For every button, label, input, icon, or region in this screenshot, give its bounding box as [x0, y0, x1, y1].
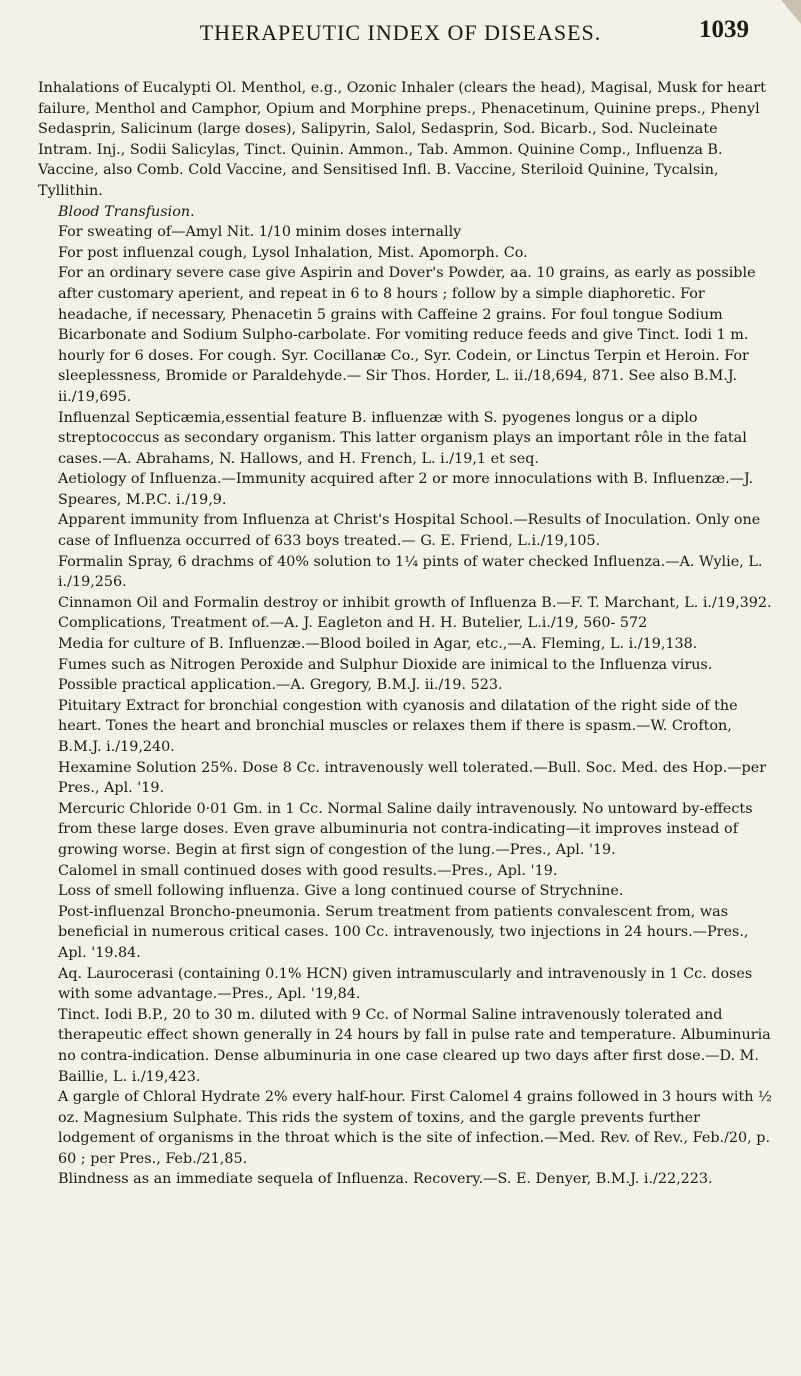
paragraph: Pituitary Extract for bronchial congestion with cyanosis and dilatation of the right side of the heart. Tones the heart and bronchial muscles or relaxes them if there is spasm.—W. Crofton, B.M.J. i./19,240. — [58, 697, 738, 755]
body-text — [38, 78, 773, 1190]
running-head: THERAPEUTIC INDEX OF DISEASES. — [199, 20, 602, 45]
paragraph: Tinct. Iodi B.P., 20 to 30 m. diluted with 9 Cc. of Normal Saline intravenously tolerated and therapeutic effect shown generally in 24 hours by fall in pulse rate and temperature. Albuminuria no contra-indication. Dense albuminuria in one case cleared up two days after first dose.—D. M. Baillie, L. i./19,423. — [58, 1006, 771, 1085]
paragraph: For sweating of—Amyl Nit. 1/10 minim doses internally — [58, 224, 462, 241]
paragraph: Media for culture of B. Influenzæ.—Blood boiled in Agar, etc.,—A. Fleming, L. i./19,138. — [58, 636, 698, 653]
page-number: 1039 — [699, 16, 749, 43]
paragraph: For post influenzal cough, Lysol Inhalation, Mist. Apomorph. Co. — [58, 244, 528, 261]
paragraph: Fumes such as Nitrogen Peroxide and Sulphur Dioxide are inimical to the Influenza virus. Possible practical application.—A. Gregory, B.M.J. ii./19. 523. — [58, 656, 713, 694]
paragraph: Influenzal Septicæmia,essential feature B. influenzæ with S. pyogenes longus or a diplo streptococcus as secondary organism. This latter organism plays an important rôle in the fatal cases.—A. Abrahams, N. Hallows, and H. French, L. i./19,1 et seq. — [58, 409, 747, 467]
paragraph: Loss of smell following influenza. Give a long continued course of Strychnine. — [58, 883, 624, 900]
paragraph: Apparent immunity from Influenza at Christ's Hospital School.—Results of Inoculation. Only one case of Influenza occurred of 633 boys treated.— G. E. Friend, L.i./19,105. — [58, 512, 761, 550]
paragraph: Cinnamon Oil and Formalin destroy or inhibit growth of Influenza B.—F. T. Marchant, L. i./19,392. — [58, 594, 772, 611]
paragraph: Blood Transfusion. — [58, 203, 195, 220]
page-header — [0, 14, 801, 54]
paragraph: Mercuric Chloride 0·01 Gm. in 1 Cc. Normal Saline daily intravenously. No untoward by-effects from these large doses. Even grave albuminuria not contra-indicating—it improves instead of growing worse. Begin at first sign of congestion of the lung.—Pres., Apl. '19. — [58, 800, 753, 858]
paragraph: Inhalations of Eucalypti Ol. Menthol, e.g., Ozonic Inhaler (clears the head), Magisal, Musk for heart failure, Menthol and Camphor, Opium and Morphine preps., Phenacetinum, Quinine preps., Phenyl Sedasprin, Salicinum (large doses), Salipyrin, Salol, Sedasprin, Sod. Bicarb., Sod. Nucleinate Intram. Inj., Sodii Salicylas, Tinct. Quinin. Ammon., Tab. Ammon. Quinine Comp., Influenza B. Vaccine, also Comb. Cold Vaccine, and Sensitised Infl. B. Vaccine, Steriloid Quinine, Tycalsin, Tyllithin. — [38, 80, 766, 199]
paragraph: Post-influenzal Broncho-pneumonia. Serum treatment from patients convalescent from, was beneficial in numerous critical cases. 100 Cc. intravenously, two injections in 24 hours.—Pres., Apl. '19.84. — [58, 903, 749, 961]
paragraph: Blindness as an immediate sequela of Influenza. Recovery.—S. E. Denyer, B.M.J. i./22,223. — [58, 1171, 713, 1188]
paragraph: Aetiology of Influenza.—Immunity acquired after 2 or more innoculations with B. Influenzæ.—J. Speares, M.P.C. i./19,9. — [58, 471, 754, 508]
paragraph: Aq. Laurocerasi (containing 0.1% HCN) given intramuscularly and intravenously in 1 Cc. doses with some advantage.—Pres., Apl. '19,84. — [58, 965, 753, 1003]
paragraph: Complications, Treatment of.—A. J. Eagleton and H. H. Butelier, L.i./19, 560- 572 — [58, 615, 648, 632]
paragraph: Formalin Spray, 6 drachms of 40% solution to 1¼ pints of water checked Influenza.—A. Wylie, L. i./19,256. — [58, 553, 763, 591]
paragraph: A gargle of Chloral Hydrate 2% every half-hour. First Calomel 4 grains followed in 3 hours with ½ oz. Magnesium Sulphate. This rids the system of toxins, and the gargle prevents further lodgement of organisms in the throat which is the site of infection.—Med. Rev. of Rev., Feb./20, p. 60 ; per Pres., Feb./21,85. — [58, 1089, 772, 1167]
paragraph: Calomel in small continued doses with good results.—Pres., Apl. '19. — [58, 862, 558, 879]
paragraph: For an ordinary severe case give Aspirin and Dover's Powder, aa. 10 grains, as early as possible after customary aperient, and repeat in 6 to 8 hours ; follow by a simple diaphoretic. For headache, if necessary, Phenacetin 5 grains with Caffeine 2 grains. For foul tongue Sodium Bicarbonate and Sodium Sulpho-carbolate. For vomiting reduce feeds and give Tinct. Iodi 1 m. hourly for 6 doses. For cough. Syr. Cocillanæ Co., Syr. Codein, or Linctus Terpin et Heroin. For sleeplessness, Bromide or Paraldehyde.— Sir Thos. Horder, L. ii./18,694, 871. See also B.M.J. ii./19,695. — [58, 265, 756, 405]
paragraph: Hexamine Solution 25%. Dose 8 Cc. intravenously well tolerated.—Bull. Soc. Med. des Hop.—per Pres., Apl. '19. — [58, 759, 767, 797]
